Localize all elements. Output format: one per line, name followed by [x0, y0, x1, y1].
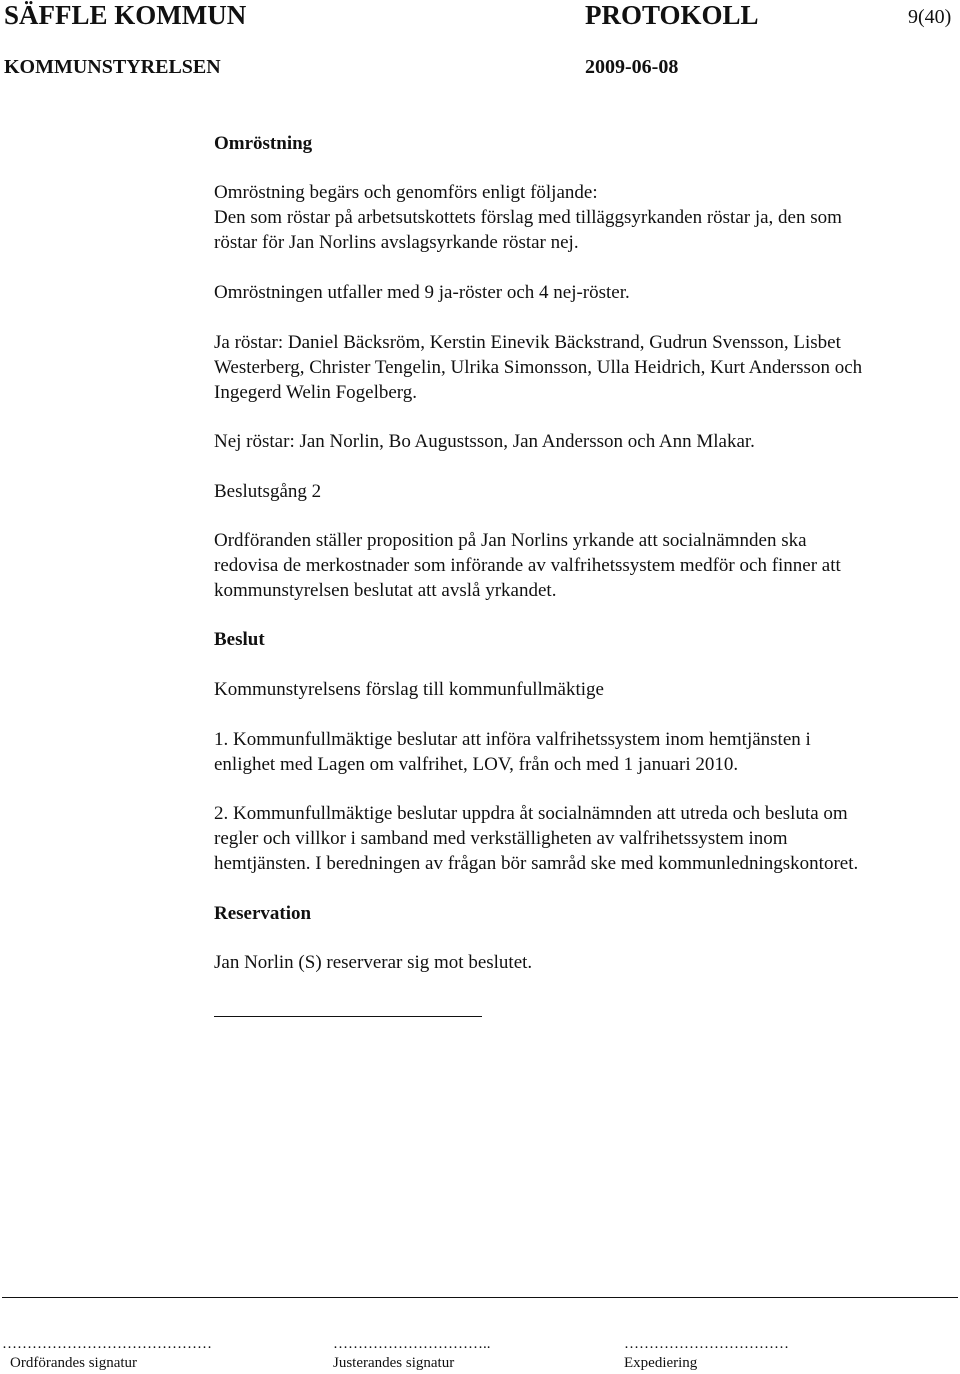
- beslutsgang-line-3: kommunstyrelsen beslutat att avslå yrkandet.: [214, 580, 557, 601]
- reservation-heading: Reservation: [214, 903, 312, 924]
- decision-item-1-line-1: 1. Kommunfullmäktige beslutar att införa valfrihetssystem inom hemtjänsten i: [214, 729, 811, 750]
- omrostning-line-2: Den som röstar på arbetsutskottets förslag med tilläggsyrkanden röstar ja, den som: [214, 207, 842, 228]
- beslutsgang-heading: Beslutsgång 2: [214, 481, 322, 502]
- decision-item-2-line-2: regler och villkor i samband med verkställigheten av valfrihetssystem inom: [214, 828, 788, 849]
- omrostning-heading: Omröstning: [214, 133, 313, 154]
- decision-item-2-line-3: hemtjänsten. I beredningen av frågan bör samråd ske med kommunledningskontoret.: [214, 853, 859, 874]
- org-name: SÄFFLE KOMMUN: [4, 0, 247, 30]
- signature-line-chair: ……………………………………: [2, 1336, 212, 1352]
- beslut-heading: Beslut: [214, 629, 265, 650]
- omrostning-line-3: röstar för Jan Norlins avslagsyrkande röstar nej.: [214, 232, 579, 253]
- decision-item-2-line-1: 2. Kommunfullmäktige beslutar uppdra åt socialnämnden att utreda och besluta om: [214, 803, 848, 824]
- beslut-intro: Kommunstyrelsens förslag till kommunfullmäktige: [214, 679, 604, 700]
- board-name: KOMMUNSTYRELSEN: [4, 56, 221, 78]
- page-number: 9(40): [908, 6, 952, 28]
- omrostning-result: Omröstningen utfaller med 9 ja-röster och 4 nej-röster.: [214, 282, 630, 303]
- dispatch-label: Expediering: [624, 1355, 698, 1371]
- ja-rostar-line-2: Westerberg, Christer Tengelin, Ulrika Simonsson, Ulla Heidrich, Kurt Andersson och: [214, 357, 863, 378]
- signature-line-dispatch: ……………………………: [624, 1336, 789, 1352]
- nej-rostar: Nej röstar: Jan Norlin, Bo Augustsson, Jan Andersson och Ann Mlakar.: [214, 431, 755, 452]
- chair-signature-label: Ordförandes signatur: [10, 1355, 138, 1371]
- omrostning-line-1: Omröstning begärs och genomförs enligt följande:: [214, 182, 598, 203]
- document-type: PROTOKOLL: [585, 0, 759, 30]
- beslutsgang-line-1: Ordföranden ställer proposition på Jan Norlins yrkande att socialnämnden ska: [214, 530, 807, 551]
- beslutsgang-line-2: redovisa de merkostnader som införande av valfrihetssystem medför och finner att: [214, 555, 841, 576]
- reservation-text: Jan Norlin (S) reserverar sig mot beslutet.: [214, 952, 533, 973]
- signature-line-adjuster: …………………………..: [333, 1336, 491, 1352]
- end-of-section-rule: [214, 1016, 482, 1017]
- meeting-date: 2009-06-08: [585, 56, 679, 78]
- adjuster-signature-label: Justerandes signatur: [333, 1355, 455, 1371]
- ja-rostar-line-3: Ingegerd Welin Fogelberg.: [214, 382, 418, 403]
- ja-rostar-line-1: Ja röstar: Daniel Bäcksröm, Kerstin Einevik Bäckstrand, Gudrun Svensson, Lisbet: [214, 332, 841, 353]
- decision-item-1-line-2: enlighet med Lagen om valfrihet, LOV, från och med 1 januari 2010.: [214, 754, 739, 775]
- footer-divider: [2, 1297, 958, 1298]
